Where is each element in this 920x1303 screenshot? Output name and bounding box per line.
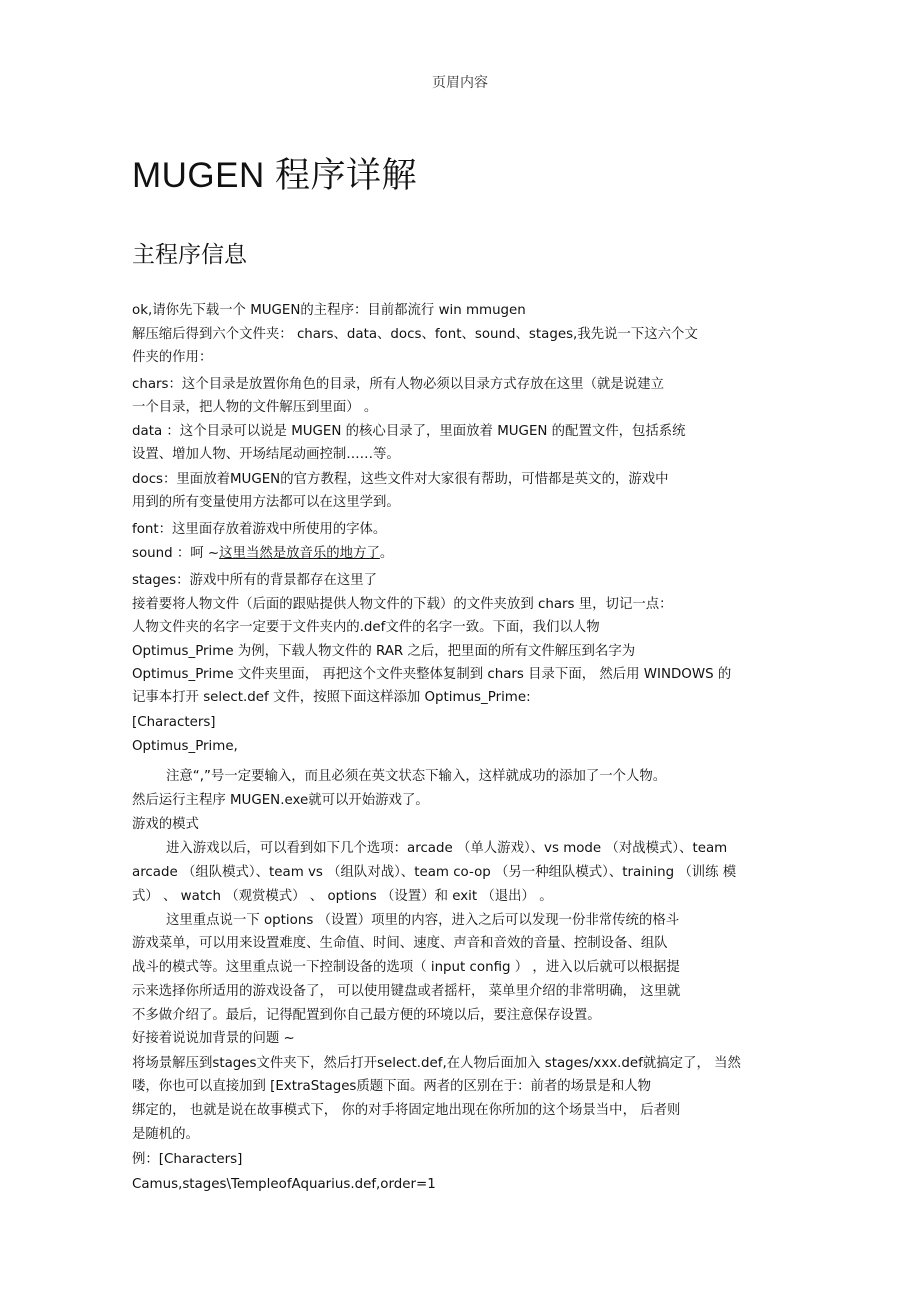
paragraph-line: Optimus_Prime 文件夹里面， 再把这个文件夹整体复制到 chars 目录下面， 然后用 WINDOWS 的	[132, 667, 732, 682]
paragraph-line: arcade （组队模式）、team vs （组队对战）、team co-op （另一种组队模式）、training （训练 模	[132, 865, 737, 880]
paragraph-line: 记事本打开 select.def 文件，按照下面这样添加 Optimus_Prime:	[132, 690, 531, 705]
sound-label: sound ：呵 ~	[132, 546, 220, 561]
paragraph-line: chars：这个目录是放置你角色的目录，所有人物必须以目录方式存放在这里（就是说建立	[132, 377, 664, 392]
paragraph-line: stages：游戏中所有的背景都存在这里了	[132, 573, 378, 588]
sound-period: 。	[379, 546, 394, 561]
paragraph-line: 示来选择你所适用的游戏设备了， 可以使用键盘或者摇杆， 菜单里介绍的非常明确， 这里就	[132, 984, 681, 999]
paragraph-line: 用到的所有变量使用方法都可以在这里学到。	[132, 495, 400, 510]
paragraph-line: 人物文件夹的名字一定要于文件夹内的.def文件的名字一致。下面，我们以人物	[132, 620, 600, 635]
paragraph-line: data ：这个目录可以说是 MUGEN 的核心目录了，里面放着 MUGEN 的配置文件，包括系统	[132, 424, 686, 439]
paragraph-line: 注意“,”号一定要输入，而且必须在英文状态下输入，这样就成功的添加了一个人物。	[166, 769, 667, 784]
paragraph-line: 解压缩后得到六个文件夹： chars、data、docs、font、sound、stages,我先说一下这六个文	[132, 327, 698, 342]
code-line: [Characters]	[132, 715, 216, 730]
paragraph-line: font：这里面存放着游戏中所使用的字体。	[132, 522, 387, 537]
paragraph-line: 件夹的作用：	[132, 350, 213, 365]
sound-line	[132, 545, 393, 563]
paragraph-line: 这里重点说一下 options （设置）项里的内容，进入之后可以发现一份非常传统的格斗	[166, 913, 680, 928]
paragraph-line: 是随机的。	[132, 1127, 199, 1142]
page-header: 页眉内容	[432, 75, 488, 91]
code-line: 例：[Characters]	[132, 1152, 243, 1167]
code-line: Camus,stages\TempleofAquarius.def,order=1	[132, 1177, 436, 1192]
code-line: Optimus_Prime,	[132, 739, 238, 754]
paragraph-line: 然后运行主程序 MUGEN.exe就可以开始游戏了。	[132, 793, 429, 808]
paragraph-line: 将场景解压到stages文件夹下，然后打开select.def,在人物后面加入 stages/xxx.def就搞定了， 当然	[132, 1056, 741, 1071]
subheading: 游戏的模式	[132, 817, 199, 832]
paragraph-line: ok,请你先下载一个 MUGEN的主程序：目前都流行 win mmugen	[132, 303, 526, 318]
paragraph-line: 喽，你也可以直接加到 [ExtraStages质题下面。两者的区别在于：前者的场景是和人物	[132, 1079, 651, 1094]
paragraph-line: 不多做介绍了。最后，记得配置到你自己最方便的环境以后，要注意保存设置。	[132, 1008, 601, 1023]
paragraph-line: 战斗的模式等。这里重点说一下控制设备的选项（ input config ） ，进入以后就可以根据提	[132, 960, 680, 975]
underlined-text: 这里当然是放音乐的地方了	[219, 546, 380, 561]
paragraph-line: docs：里面放着MUGEN的官方教程，这些文件对大家很有帮助，可惜都是英文的，游戏中	[132, 472, 669, 487]
paragraph-line: 一个目录，把人物的文件解压到里面） 。	[132, 400, 378, 415]
paragraph-line: 游戏菜单，可以用来设置难度、生命值、时间、速度、声音和音效的音量、控制设备、组队	[132, 936, 668, 951]
paragraph-line: 式） 、 watch （观赏模式） 、 options （设置）和 exit （退出） 。	[132, 889, 553, 904]
document-title: MUGEN 程序详解	[132, 156, 418, 195]
paragraph-line: Optimus_Prime 为例，下载人物文件的 RAR 之后，把里面的所有文件解压到名字为	[132, 644, 636, 659]
paragraph-line: 绑定的， 也就是说在故事模式下， 你的对手将固定地出现在你所加的这个场景当中， 后者则	[132, 1103, 681, 1118]
section-heading: 主程序信息	[132, 242, 247, 268]
paragraph-line: 设置、增加人物、开场结尾动画控制……等。	[132, 447, 400, 462]
paragraph-line: 进入游戏以后，可以看到如下几个选项：arcade （单人游戏）、vs mode （对战模式）、team	[166, 841, 728, 856]
paragraph-line: 接着要将人物文件（后面的跟贴提供人物文件的下载）的文件夹放到 chars 里，切记一点：	[132, 597, 673, 612]
paragraph-line: 好接着说说加背景的问题 ~	[132, 1031, 295, 1046]
